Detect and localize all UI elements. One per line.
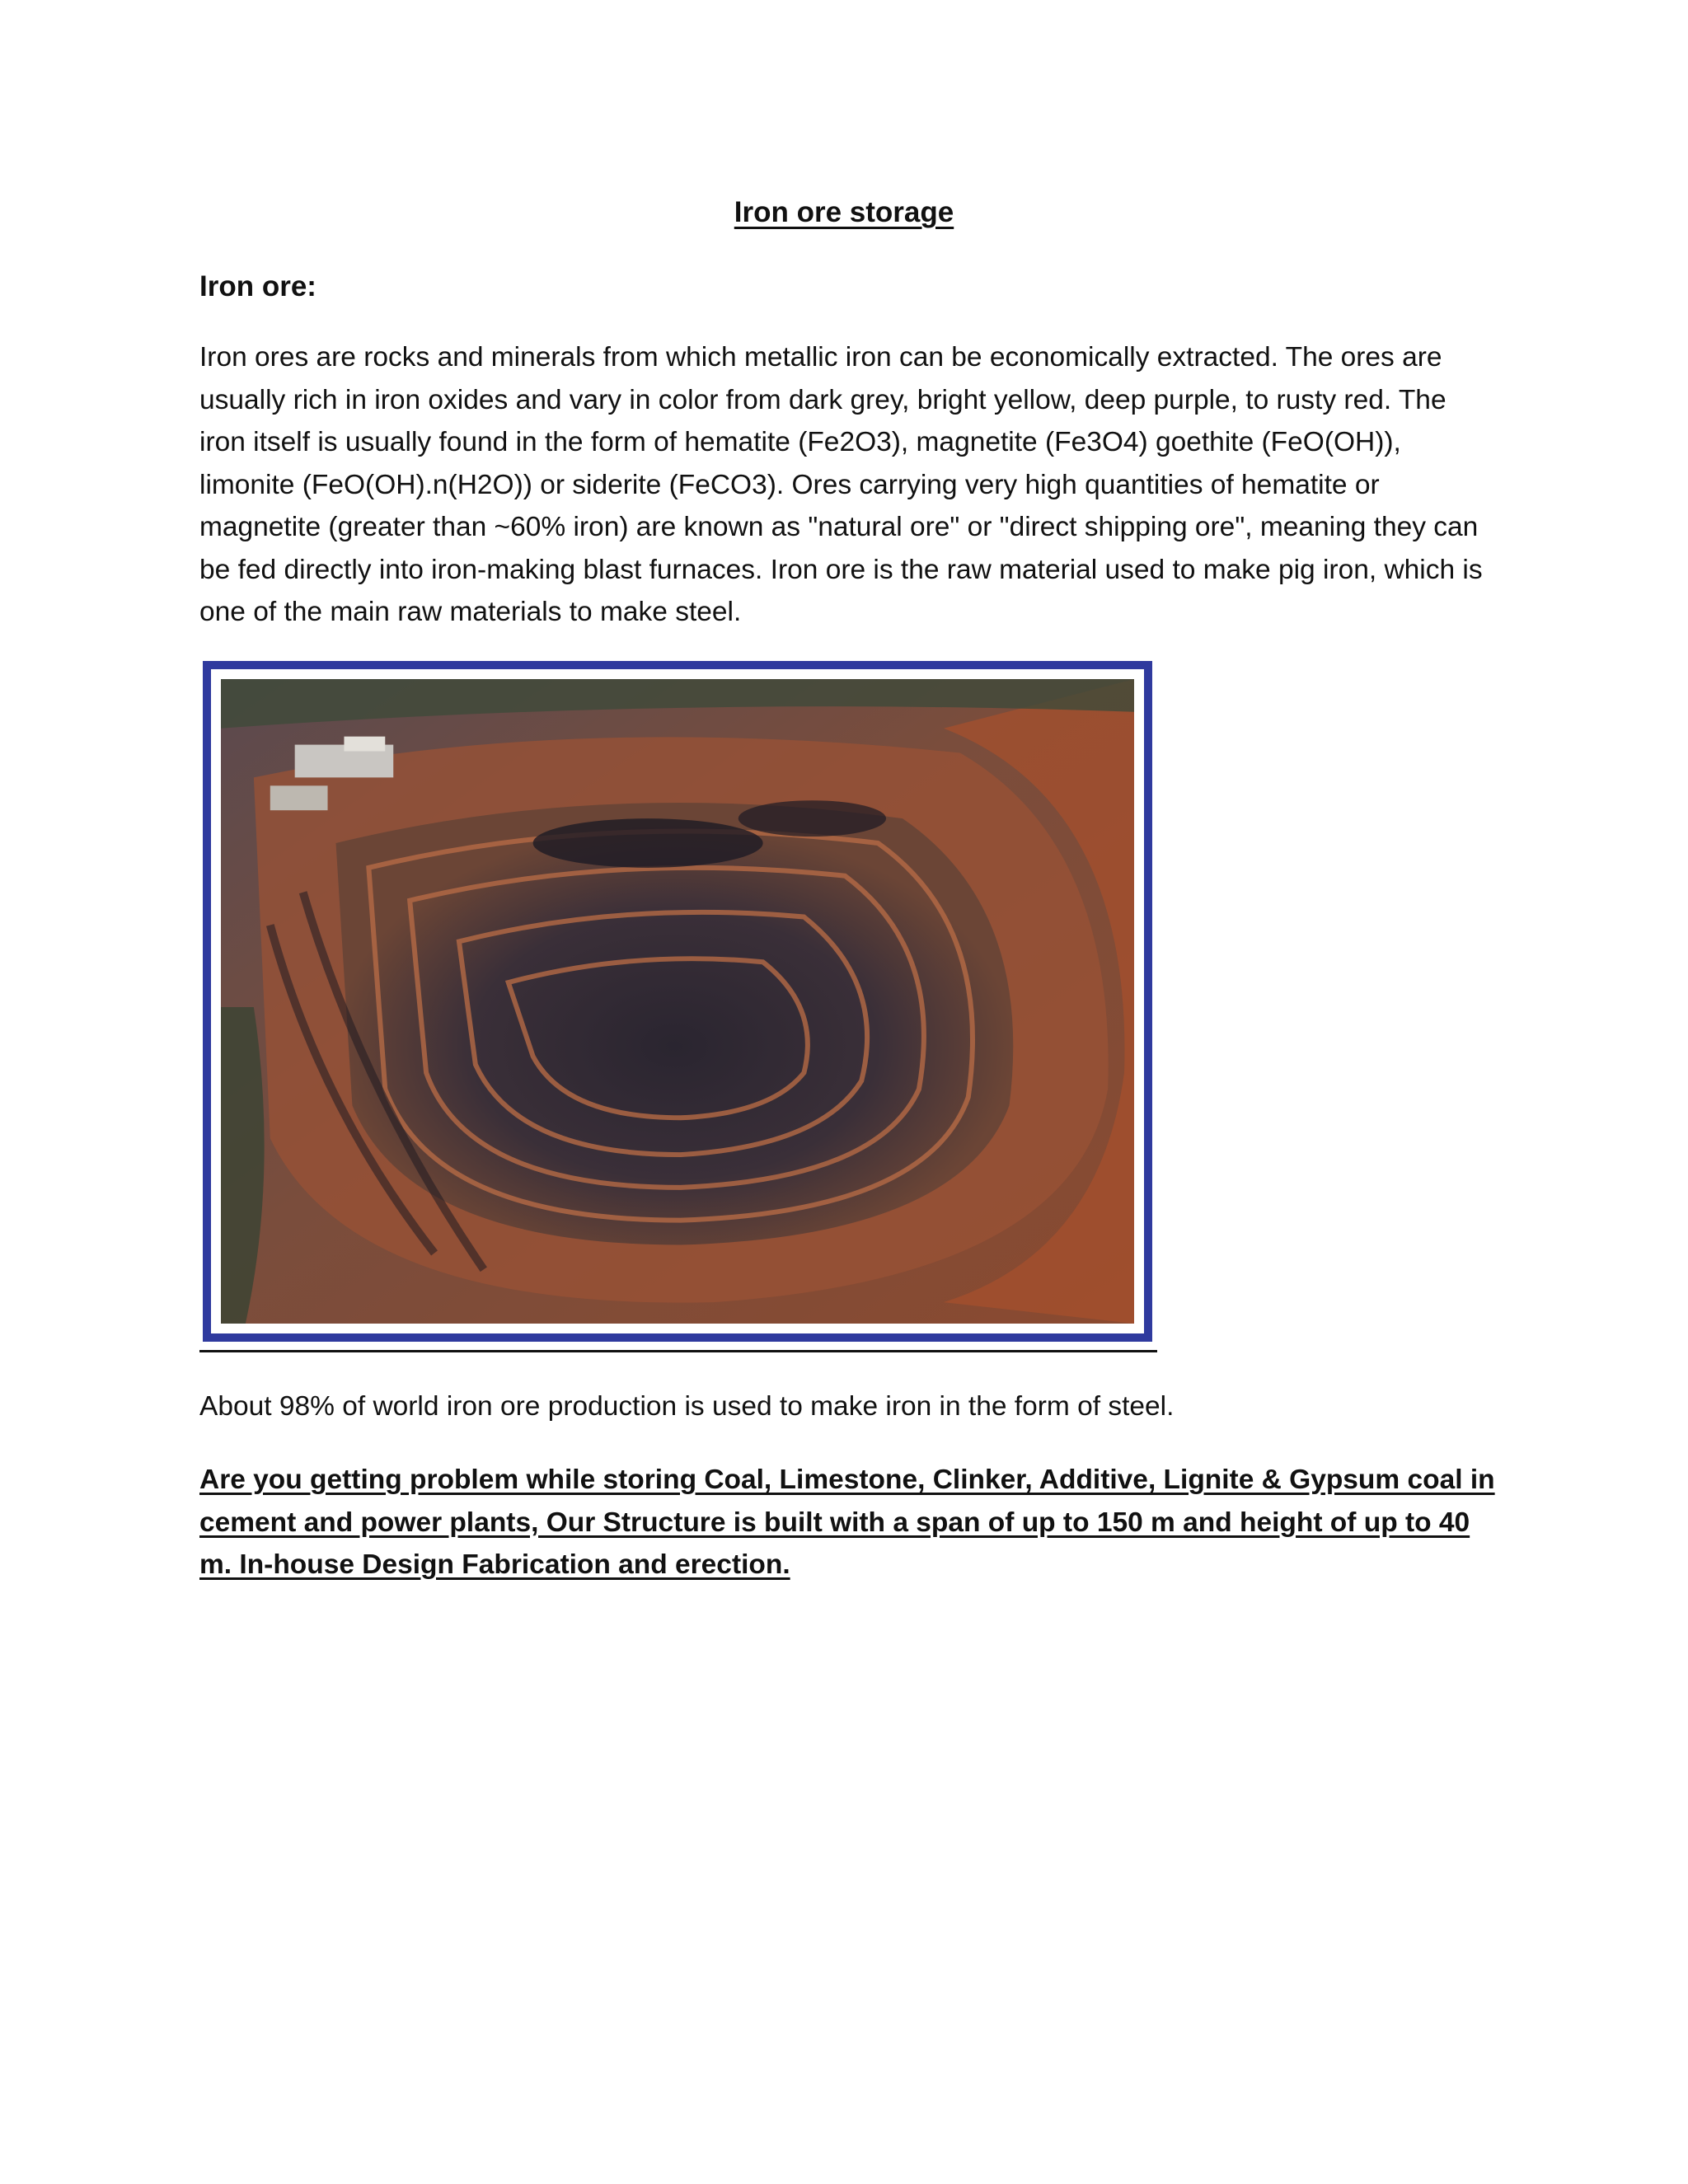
caption-text: About 98% of world iron ore production is used to make iron in the form of steel. [199, 1391, 1175, 1422]
open-pit-mine-image [221, 679, 1134, 1324]
section-heading: Iron ore: [199, 270, 316, 302]
body-paragraph: Iron ores are rocks and minerals from which metallic iron can be economically extracted. The ores are usually rich in iron oxides and vary in color from dark grey, bright yellow, deep purple, to rusty red. The iron itself is usually found in the form of hematite (Fe2O3), magnetite (Fe3O4) goethite (FeO(OH)), limonite (FeO(OH).n(H2O)) or siderite (FeCO3). Ores carrying very high quantities of hematite or magnetite (greater than ~60% iron) are known as "natural ore" or "direct shipping ore", meaning they can be fed directly into iron-making blast furnaces. Iron ore is the raw material used to make pig iron, which is one of the main raw materials to make steel. [199, 342, 1483, 627]
mine-photo [203, 661, 1152, 1342]
image-bottom-rule [199, 1350, 1157, 1352]
document-title: Iron ore storage [734, 196, 954, 228]
promo-callout: Are you getting problem while storing Coal, Limestone, Clinker, Additive, Lignite & Gypsum coal in cement and power plants, Our Structure is built with a span of up to 150 m and height of up to 40 m. In-house Design Fabrication and erection. [199, 1465, 1495, 1580]
